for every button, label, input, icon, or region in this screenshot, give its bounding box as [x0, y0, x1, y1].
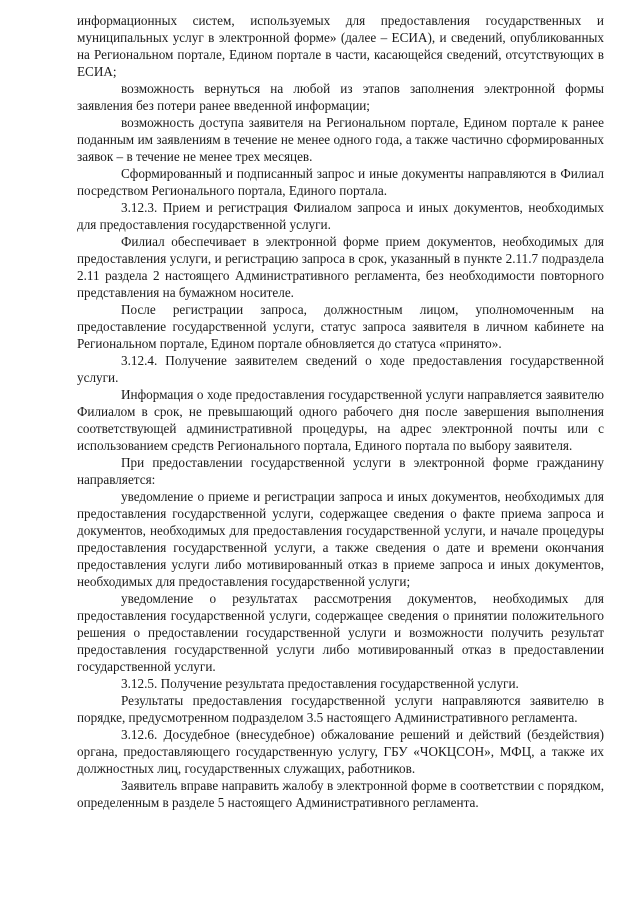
paragraph-receipt-notice: уведомление о приеме и регистрации запроса и иных документов, необходимых для предоставления государственной услуги, содержащее сведения о факте приема запроса и документов, необходимых для предоставления государственной услуги, и начале процедуры предоставления государственной услуги, а также сведения о дате и времени окончания предоставления услуги либо мотивированный отказ в приеме запроса и иных документов, необходимых для предоставления государственной услуги; [77, 489, 604, 589]
section-heading-3-12-5: 3.12.5. Получение результата предоставления государственной услуги. [121, 676, 519, 691]
paragraph-request-sent: Сформированный и подписанный запрос и иные документы направляются в Филиал посредством Регионального портала, Единого портала. [77, 166, 604, 198]
document-page [77, 12, 604, 811]
paragraph-progress-info: Информация о ходе предоставления государственной услуги направляется заявителю Филиалом в срок, не превышающий одного рабочего дня после завершения выполнения соответствующей административной процедуры, на адрес электронной почты или с использованием средств Регионального портала, Единого портала по выбору заявителя. [77, 387, 604, 453]
paragraph-results-sent: Результаты предоставления государственной услуги направляются заявителю в порядке, предусмотренном подразделом 3.5 настоящего Административного регламента. [77, 693, 604, 725]
section-heading-3-12-3: 3.12.3. Прием и регистрация Филиалом запроса и иных документов, необходимых для предоставления государственной услуги. [77, 200, 604, 232]
paragraph-review-results-notice: уведомление о результатах рассмотрения документов, необходимых для предоставления государственной услуги, содержащее сведения о принятии положительного решения о предоставлении государственной услуги и возможности получить результат предоставления государственной услуги либо мотивированный отказ в предоставлении государственной услуги. [77, 591, 604, 674]
paragraph-branch-reception: Филиал обеспечивает в электронной форме прием документов, необходимых для предоставления услуги, и регистрацию запроса в срок, указанный в пункте 2.11.7 подраздела 2.11 раздела 2 настоящего Административного регламента, без необходимости повторного представления на бумажном носителе. [77, 234, 604, 300]
paragraph-status-update: После регистрации запроса, должностным лицом, уполномоченным на предоставление государственной услуги, статус запроса заявителя в личном кабинете на Региональном портале, Едином портале обновляется до статуса «принято». [77, 302, 604, 351]
section-heading-3-12-4: 3.12.4. Получение заявителем сведений о ходе предоставления государственной услуги. [77, 353, 604, 385]
paragraph-access-to-applications: возможность доступа заявителя на Региональном портале, Едином портале к ранее поданным им заявлениям в течение не менее одного года, а также частично сформированных заявок – в течение не менее трех месяцев. [77, 115, 604, 164]
paragraph-citizen-notified: При предоставлении государственной услуги в электронной форме гражданину направляется: [77, 455, 604, 487]
paragraph-complaint: Заявитель вправе направить жалобу в электронной форме в соответствии с порядком, определенным в разделе 5 настоящего Административного регламента. [77, 778, 604, 810]
section-heading-3-12-6: 3.12.6. Досудебное (внесудебное) обжалование решений и действий (бездействия) органа, предоставляющего государственную услугу, ГБУ «ЧОКЦСОН», МФЦ, а также их должностных лиц, государственных служащих, работников. [77, 727, 604, 776]
paragraph-esia-continuation: информационных систем, используемых для предоставления государственных и муниципальных услуг в электронной форме» (далее – ЕСИА), и сведений, опубликованных на Региональном портале, Едином портале в части, касающейся сведений, отсутствующих в ЕСИА; [77, 13, 604, 79]
paragraph-return-to-step: возможность вернуться на любой из этапов заполнения электронной формы заявления без потери ранее введенной информации; [77, 81, 604, 113]
